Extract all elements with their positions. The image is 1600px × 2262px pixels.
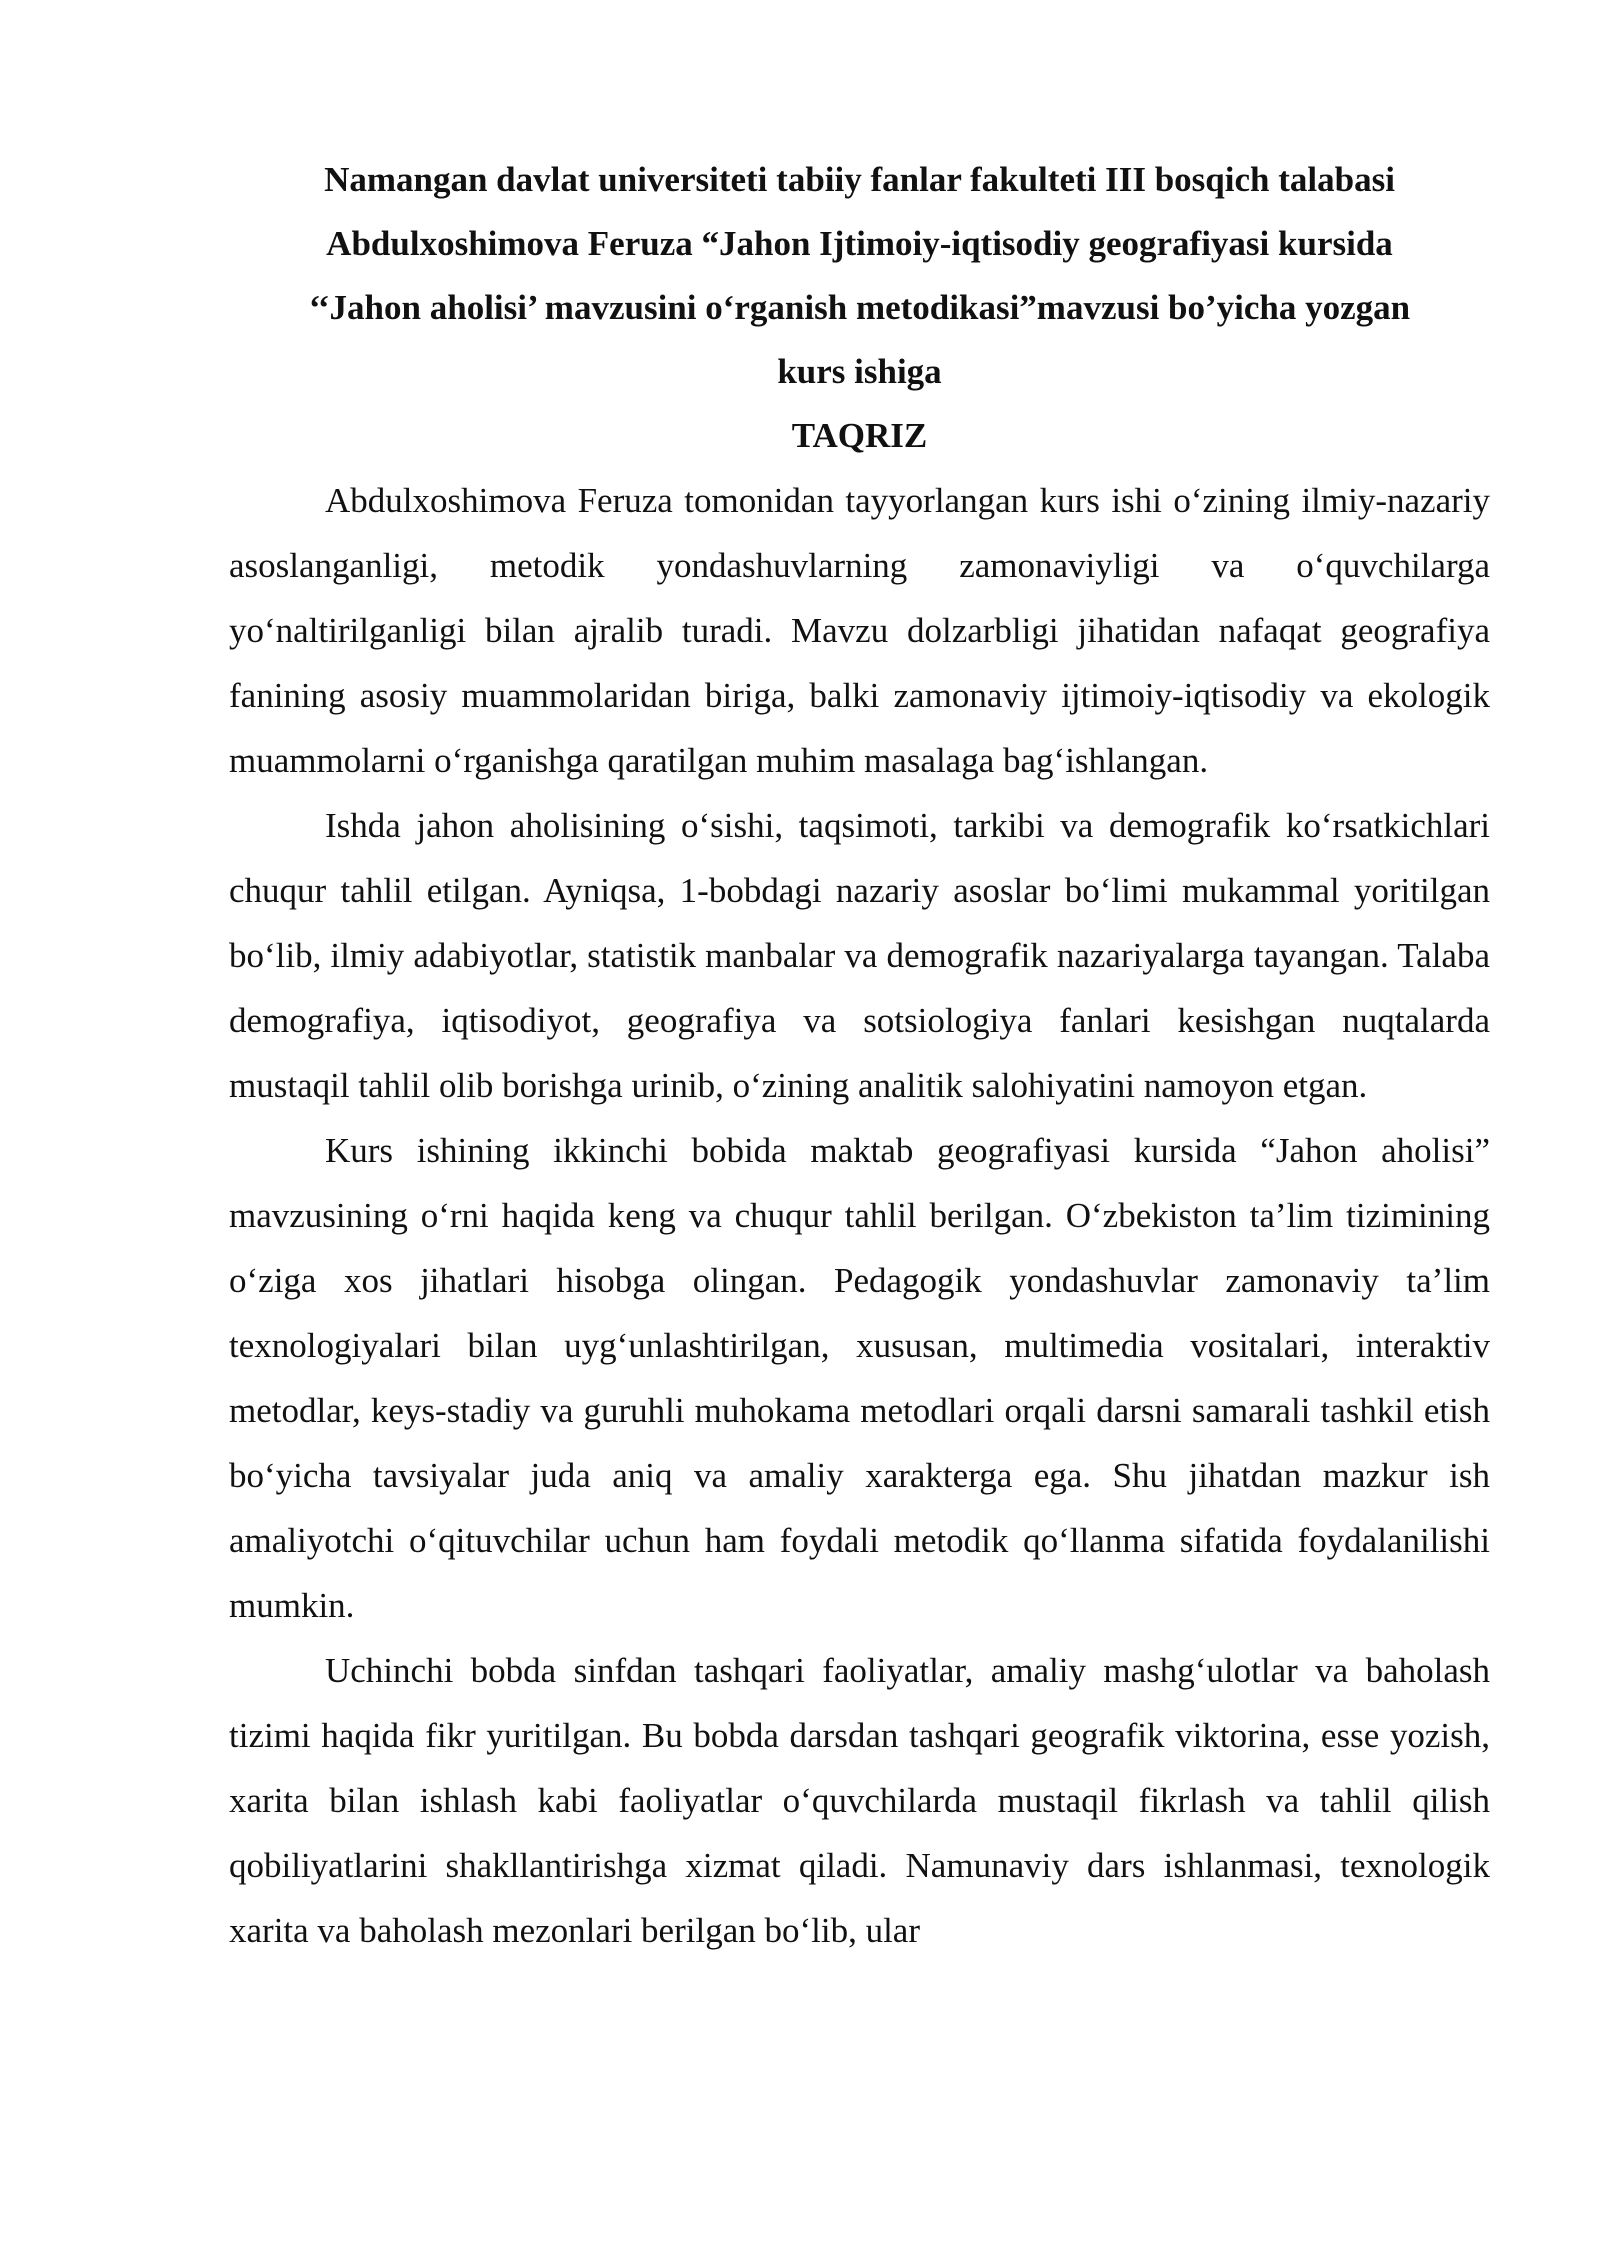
heading-line: Abdulxoshimova Feruza “Jahon Ijtimoiy-iqtisodiy geografiyasi kursida <box>326 224 1393 263</box>
heading-line: Namangan davlat universiteti tabiiy fanlar fakulteti III bosqich talabasi <box>324 160 1395 199</box>
heading-line: ‘‘Jahon aholisi’ mavzusini o‘rganish metodikasi”mavzusi bo’yicha yozgan <box>308 288 1411 327</box>
document-title: TAQRIZ <box>791 416 928 455</box>
paragraph: Abdulxoshimova Feruza tomonidan tayyorlangan kurs ishi o‘zining ilmiy-nazariy asoslanganligi, metodik yondashuvlarning zamonaviyligi va o‘quvchilarga yo‘naltirilganligi bilan ajralib turadi. Mavzu dolzarbligi jihatidan nafaqat geografiya fanining asosiy muammolaridan biriga, balki zamonaviy ijtimoiy-iqtisodiy va ekologik muammolarni o‘rganishga qaratilgan muhim masalaga bag‘ishlangan. <box>229 481 1490 780</box>
paragraph: Kurs ishining ikkinchi bobida maktab geografiyasi kursida “Jahon aholisi” mavzusining o‘rni haqida keng va chuqur tahlil berilgan. O‘zbekiston ta’lim tizimining o‘ziga xos jihatlari hisobga olingan. Pedagogik yondashuvlar zamonaviy ta’lim texnologiyalari bilan uyg‘unlashtirilgan, xususan, multimedia vositalari, interaktiv metodlar, keys-stadiy va guruhli muhokama metodlari orqali darsni samarali tashkil etish bo‘yicha tavsiyalar juda aniq va amaliy xarakterga ega. Shu jihatdan mazkur ish amaliyotchi o‘qituvchilar uchun ham foydali metodik qo‘llanma sifatida foydalanilishi mumkin. <box>229 1131 1490 1625</box>
document-heading <box>229 148 1490 404</box>
heading-line: kurs ishiga <box>777 352 942 391</box>
document-body <box>229 148 1490 1963</box>
paragraph: Uchinchi bobda sinfdan tashqari faoliyatlar, amaliy mashg‘ulotlar va baholash tizimi haqida fikr yuritilgan. Bu bobda darsdan tashqari geografik viktorina, esse yozish, xarita bilan ishlash kabi faoliyatlar o‘quvchilarda mustaqil fikrlash va tahlil qilish qobiliyatlarini shakllantirishga xizmat qiladi. Namunaviy dars ishlanmasi, texnologik xarita va baholash mezonlari berilgan bo‘lib, ular <box>229 1651 1490 1950</box>
paragraph: Ishda jahon aholisining o‘sishi, taqsimoti, tarkibi va demografik ko‘rsatkichlari chuqur tahlil etilgan. Ayniqsa, 1-bobdagi nazariy asoslar bo‘limi mukammal yoritilgan bo‘lib, ilmiy adabiyotlar, statistik manbalar va demografik nazariyalarga tayangan. Talaba demografiya, iqtisodiyot, geografiya va sotsiologiya fanlari kesishgan nuqtalarda mustaqil tahlil olib borishga urinib, o‘zining analitik salohiyatini namoyon etgan. <box>229 806 1490 1105</box>
